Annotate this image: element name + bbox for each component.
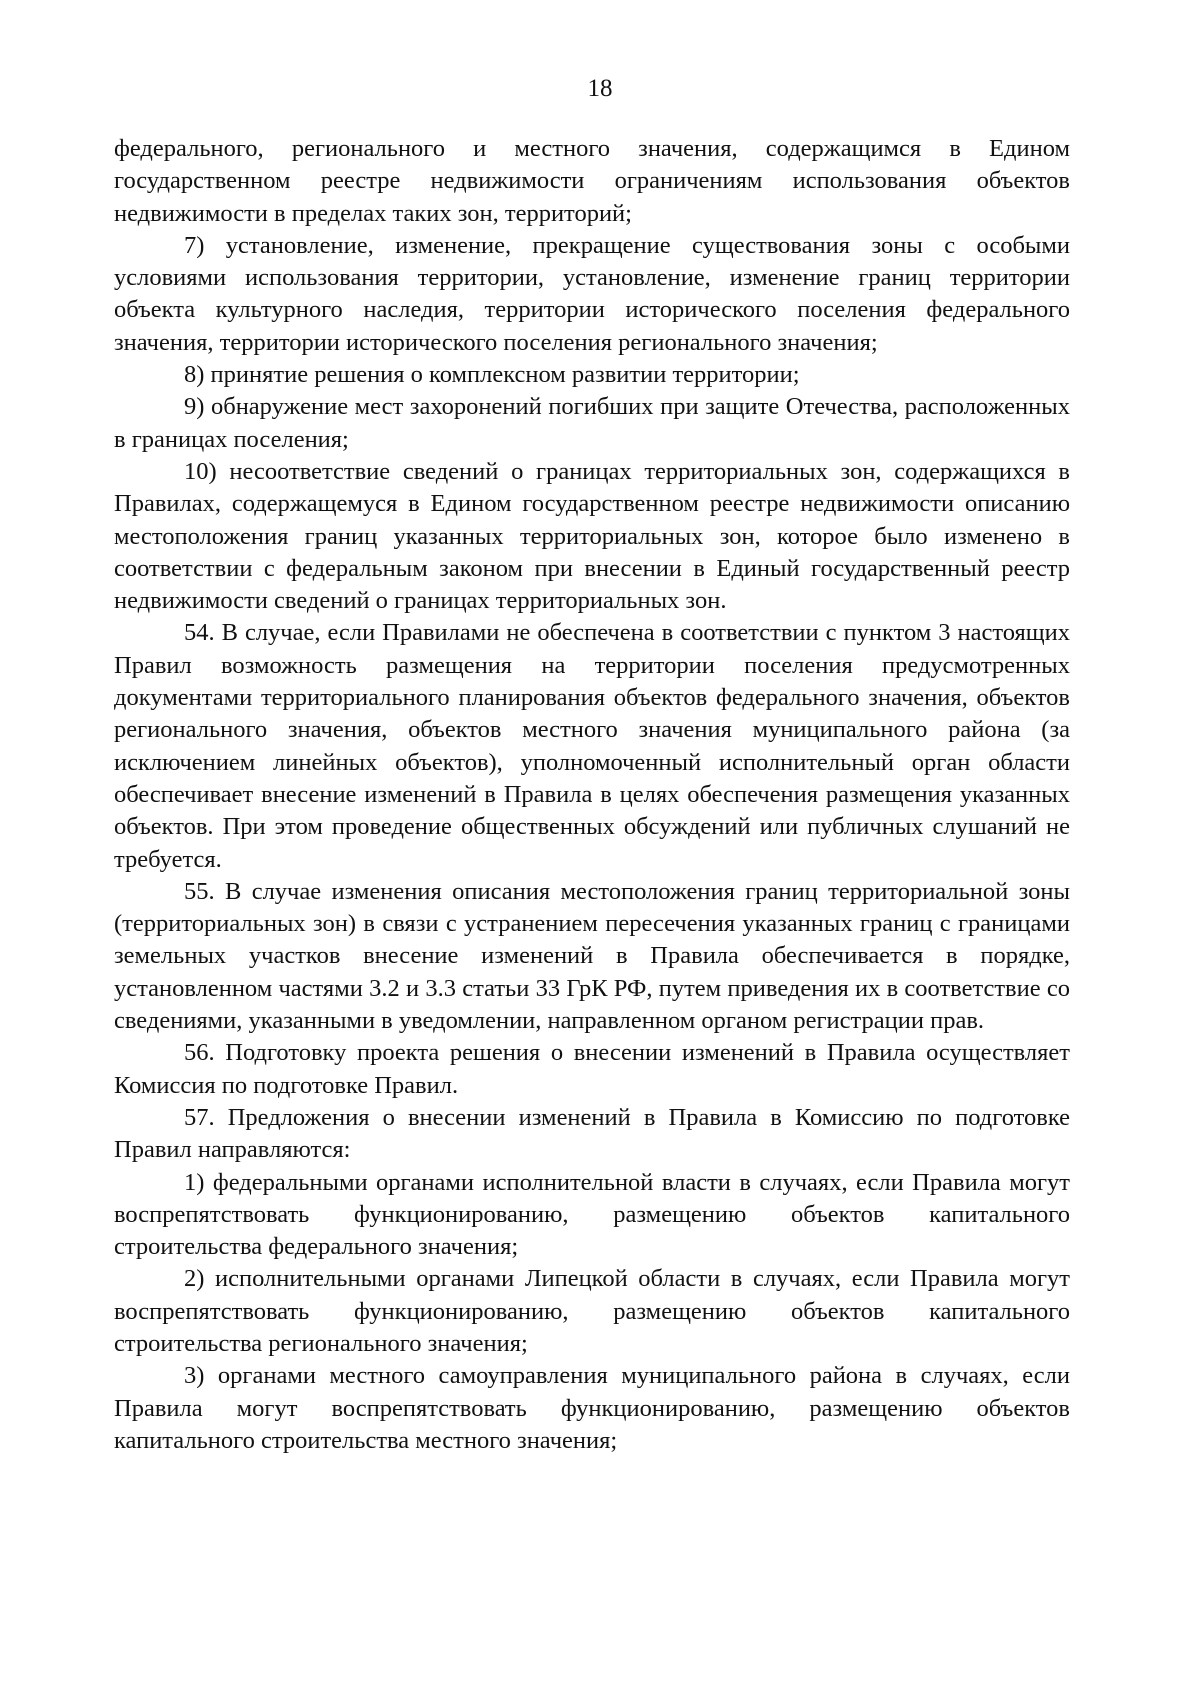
clause-57-item-3: 3) органами местного самоуправления муниципального района в случаях, если Правила могут воспрепятствовать функционированию, размещению объектов капитального строительства местного значения; bbox=[114, 1362, 1070, 1454]
clause-56: 56. Подготовку проекта решения о внесении изменений в Правила осуществляет Комиссия по подготовке Правил. bbox=[114, 1039, 1070, 1099]
clause-54: 54. В случае, если Правилами не обеспечена в соответствии с пунктом 3 настоящих Правил возможность размещения на территории поселения предусмотренных документами территориального планирования объектов федерального значения, объектов регионального значения, объектов местного значения муниципального района (за исключением линейных объектов), уполномоченный исполнительный орган области обеспечивает внесение изменений в Правила в целях обеспечения размещения указанных объектов. При этом проведение общественных обсуждений или публичных слушаний не требуется. bbox=[114, 619, 1070, 873]
clause-57: 57. Предложения о внесении изменений в Правила в Комиссию по подготовке Правил направляются: bbox=[114, 1103, 1070, 1164]
paragraph-continuation: федерального, регионального и местного значения, содержащимся в Едином государственном реестре недвижимости ограничениям использования объектов недвижимости в пределах таких зон, территорий; bbox=[114, 135, 1070, 227]
clause-57-item-1: 1) федеральными органами исполнительной власти в случаях, если Правила могут воспрепятствовать функционированию, размещению объектов капитального строительства федерального значения; bbox=[114, 1168, 1070, 1261]
document-body bbox=[114, 133, 1070, 1457]
list-item-9: 9) обнаружение мест захоронений погибших при защите Отечества, расположенных в границах поселения; bbox=[114, 393, 1070, 453]
list-item-10: 10) несоответствие сведений о границах территориальных зон, содержащихся в Правилах, содержащемуся в Едином государственном реестре недвижимости описанию местоположения границ указанных территориальных зон, которое было изменено в соответствии с федеральным законом при внесении в Единый государственный реестр недвижимости сведений о границах территориальных зон. bbox=[114, 457, 1070, 615]
clause-55: 55. В случае изменения описания местоположения границ территориальной зоны (территориальных зон) в связи с устранением пересечения указанных границ с границами земельных участков внесение изменений в Правила обеспечивается в порядке, установленном частями 3.2 и 3.3 статьи 33 ГрК РФ, путем приведения их в соответствие со сведениями, указанными в уведомлении, направленном органом регистрации прав. bbox=[114, 877, 1070, 1035]
page-number: 18 bbox=[587, 75, 613, 102]
list-item-8: 8) принятие решения о комплексном развитии территории; bbox=[184, 361, 800, 389]
list-item-7: 7) установление, изменение, прекращение существования зоны с особыми условиями использования территории, установление, изменение границ территории объекта культурного наследия, территории исторического поселения федерального значения, территории исторического поселения регионального значения; bbox=[114, 231, 1070, 356]
clause-57-item-2: 2) исполнительными органами Липецкой области в случаях, если Правила могут воспрепятствовать функционированию, размещению объектов капитального строительства регионального значения; bbox=[114, 1265, 1070, 1357]
